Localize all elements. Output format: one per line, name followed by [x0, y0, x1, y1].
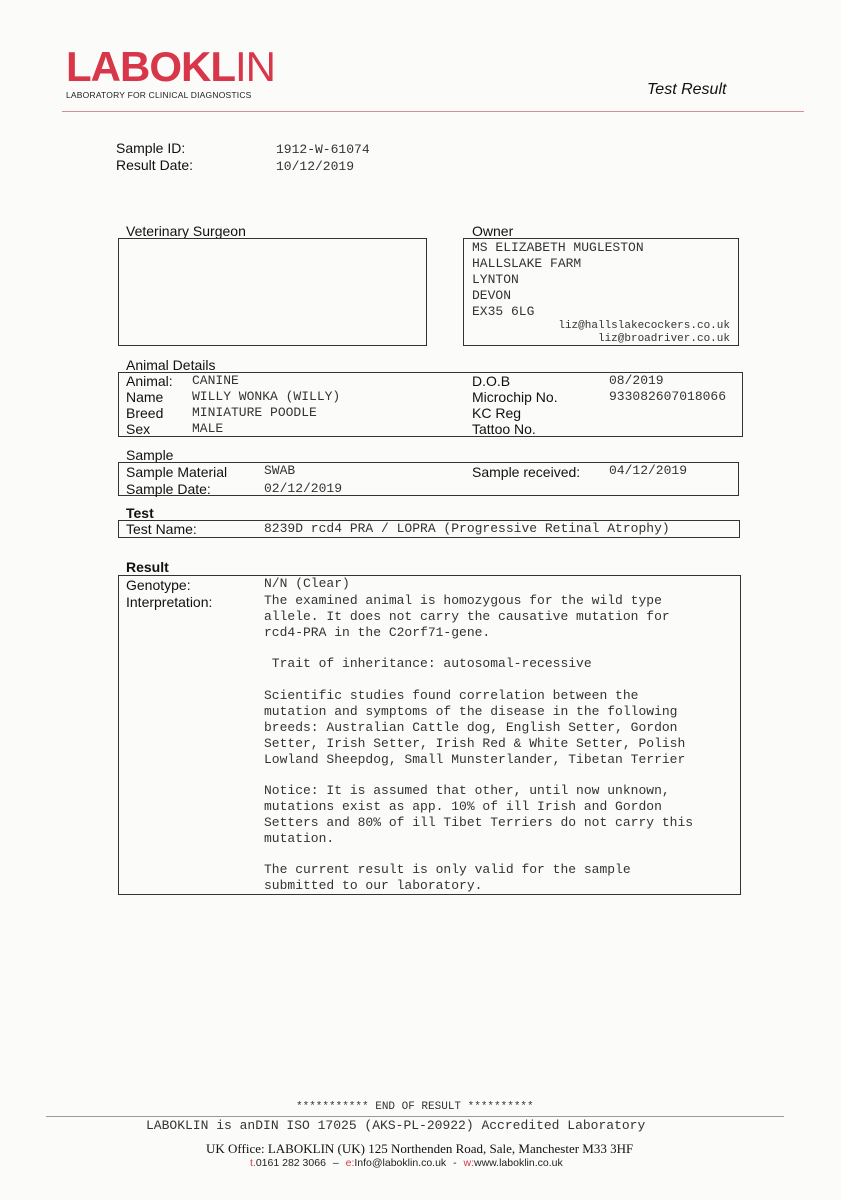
- owner-line-1: MS ELIZABETH MUGLESTON: [472, 240, 644, 255]
- logo-main: LABOKL: [66, 43, 235, 90]
- sample-material-label: Sample Material: [126, 464, 228, 480]
- owner-title: Owner: [472, 223, 514, 239]
- vet-title: Veterinary Surgeon: [126, 223, 246, 239]
- dob-label: D.O.B: [472, 373, 511, 389]
- tattoo-label: Tattoo No.: [472, 421, 536, 437]
- contact-separator: –: [332, 1157, 339, 1169]
- animal-title: Animal Details: [126, 357, 216, 373]
- sample-id-label: Sample ID:: [116, 140, 186, 156]
- breed-label: Breed: [126, 405, 164, 421]
- contact-separator-2: -: [453, 1157, 457, 1169]
- microchip-label: Microchip No.: [472, 389, 558, 405]
- genotype-value: N/N (Clear): [264, 576, 350, 591]
- breeds-paragraph: Scientific studies found correlation between the mutation and symptoms of the disease in the following breeds: Australian Cattle dog, English Setter, Gordon Setter, Irish Setter, Irish Red & White Setter, Polish Lowland Sheepdog, Small Munsterlander, Tibetan Terrier: [264, 688, 686, 767]
- email-prefix: e:: [345, 1157, 355, 1169]
- interpretation-paragraph-1: The examined animal is homozygous for the wild type allele. It does not carry the causative mutation for rcd4-PRA in the C2orf71-gene.: [264, 593, 670, 640]
- footer-web-link[interactable]: www.laboklin.co.uk: [474, 1157, 563, 1169]
- dob-value: 08/2019: [609, 373, 664, 388]
- test-name-label: Test Name:: [126, 521, 197, 537]
- footer-rule: [46, 1116, 784, 1117]
- kc-reg-label: KC Reg: [472, 405, 522, 421]
- owner-email-2: liz@broadriver.co.uk: [597, 333, 730, 345]
- sample-received-value: 04/12/2019: [609, 463, 688, 478]
- header-rule: [62, 111, 804, 112]
- phone-prefix: t.: [250, 1157, 256, 1169]
- logo-wordmark: [66, 43, 275, 90]
- uk-office-address: UK Office: LABOKLIN (UK) 125 Northenden Road, Sale, Manchester M33 3HF: [206, 1141, 634, 1156]
- owner-line-5: EX35 6LG: [472, 304, 535, 319]
- contact-line: [250, 1157, 563, 1169]
- validity-paragraph: The current result is only valid for the sample submitted to our laboratory.: [264, 862, 631, 893]
- microchip-value: 933082607018066: [609, 389, 727, 404]
- test-name-value: 8239D rcd4 PRA / LOPRA (Progressive Retinal Atrophy): [264, 521, 670, 536]
- sample-date-label: Sample Date:: [126, 481, 211, 497]
- test-title: Test: [126, 505, 154, 521]
- owner-line-3: LYNTON: [472, 272, 519, 287]
- notice-paragraph: Notice: It is assumed that other, until now unknown, mutations exist as app. 10% of ill Irish and Gordon Setters and 80% of ill Tibet Terriers do not carry this mutation.: [264, 783, 694, 846]
- owner-line-2: HALLSLAKE FARM: [472, 256, 582, 271]
- web-prefix: w:: [463, 1157, 475, 1169]
- genotype-label: Genotype:: [126, 577, 191, 593]
- phone-number: 0161 282 3066: [255, 1157, 326, 1169]
- owner-line-4: DEVON: [472, 288, 512, 303]
- sample-material-value: SWAB: [264, 463, 296, 478]
- name-label: Name: [126, 389, 164, 405]
- logo-subtitle: LABORATORY FOR CLINICAL DIAGNOSTICS: [66, 90, 252, 100]
- footer-email-link[interactable]: Info@laboklin.co.uk: [354, 1157, 447, 1169]
- sex-label: Sex: [126, 421, 151, 437]
- animal-label: Animal:: [126, 373, 173, 389]
- sample-id-value: 1912-W-61074: [276, 142, 370, 157]
- breed-value: MINIATURE POODLE: [192, 405, 317, 420]
- logo: [66, 43, 275, 100]
- vet-box: [118, 238, 427, 346]
- owner-email-1: liz@hallslakecockers.co.uk: [558, 320, 730, 332]
- result-date-value: 10/12/2019: [276, 159, 355, 174]
- name-value: WILLY WONKA (WILLY): [192, 389, 341, 404]
- sample-date-value: 02/12/2019: [264, 481, 343, 496]
- result-title: Result: [126, 559, 169, 575]
- logo-end: IN: [234, 43, 275, 90]
- result-date-label: Result Date:: [116, 157, 194, 173]
- interpretation-label: Interpretation:: [126, 594, 213, 610]
- accreditation-line: LABOKLIN is anDIN ISO 17025 (AKS-PL-20922) Accredited Laboratory: [146, 1118, 646, 1133]
- sample-title: Sample: [126, 447, 174, 463]
- animal-value: CANINE: [192, 373, 239, 388]
- document-title: Test Result: [647, 81, 727, 98]
- sample-received-label: Sample received:: [472, 464, 581, 480]
- inheritance-paragraph: Trait of inheritance: autosomal-recessive: [264, 656, 592, 671]
- sex-value: MALE: [192, 421, 224, 436]
- end-of-result: *********** END OF RESULT **********: [296, 1101, 534, 1113]
